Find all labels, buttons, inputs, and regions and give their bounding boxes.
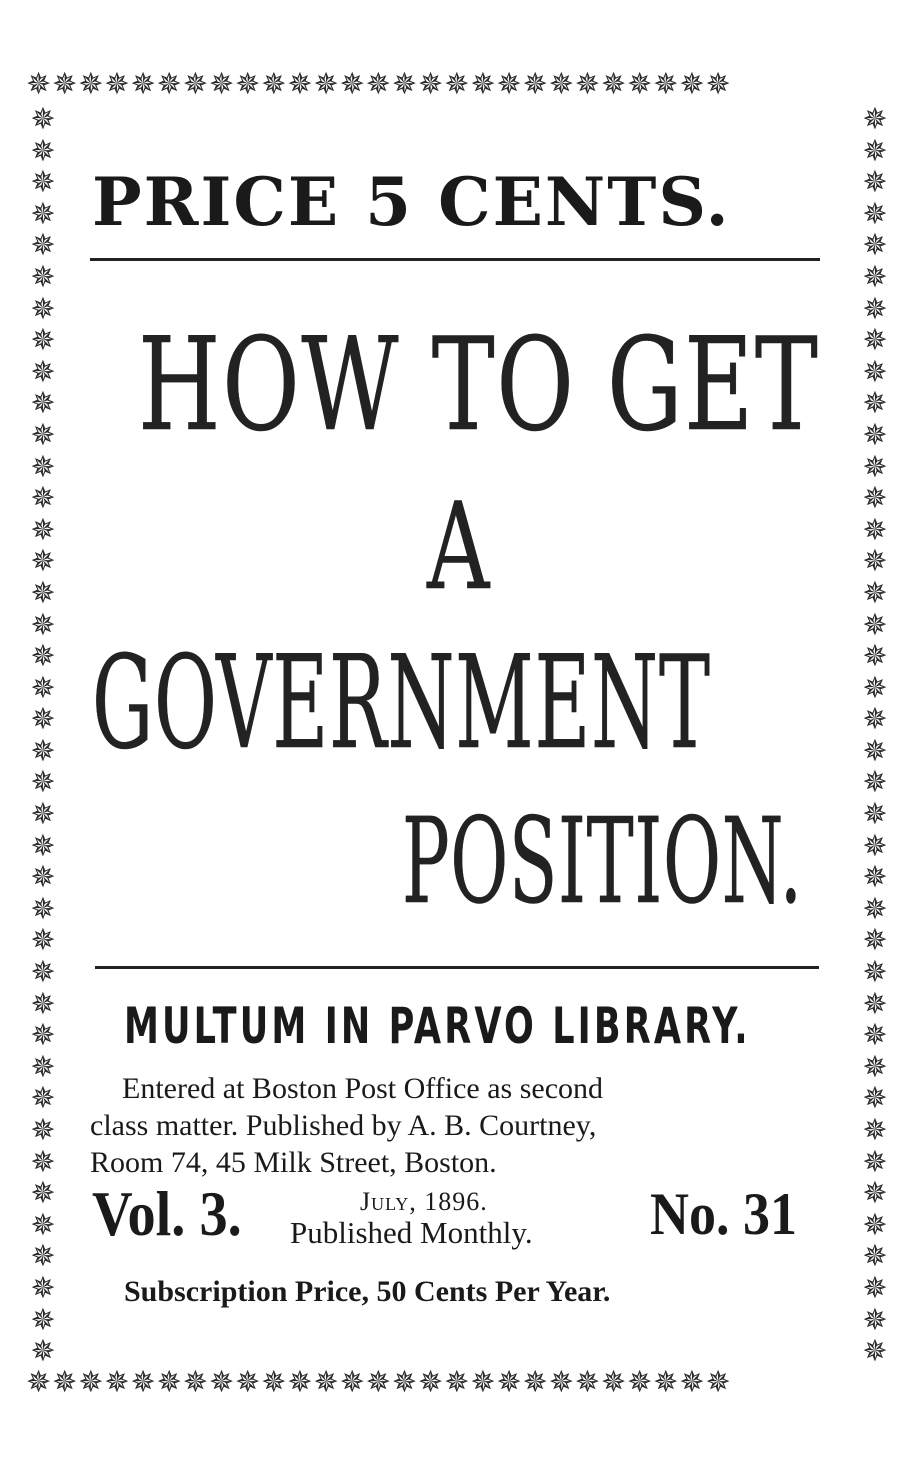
price-heading: PRICE 5 CENTS. [92,163,731,241]
star-border-left: ✵✵✵✵✵✵✵✵✵✵✵✵✵✵✵✵✵✵✵✵✵✵✵✵✵✵✵✵✵✵✵✵✵✵✵✵✵✵✵✵ [30,104,56,1368]
publication-notice [90,1070,820,1181]
notice-line-3: Room 74, 45 Milk Street, Boston. [90,1146,497,1179]
title-line-4: POSITION. [402,792,803,930]
star-border-right: ✵✵✵✵✵✵✵✵✵✵✵✵✵✵✵✵✵✵✵✵✵✵✵✵✵✵✵✵✵✵✵✵✵✵✵✵✵✵✵✵ [862,104,888,1368]
subscription-price: Subscription Price, 50 Cents Per Year. [124,1275,611,1308]
star-border-top: ✵✵✵✵✵✵✵✵✵✵✵✵✵✵✵✵✵✵✵✵✵✵✵✵✵✵✵ [26,70,732,102]
issue-number: No. 31 [650,1181,798,1247]
notice-line-1: Entered at Boston Post Office as second [122,1072,604,1105]
star-border-bottom: ✵✵✵✵✵✵✵✵✵✵✵✵✵✵✵✵✵✵✵✵✵✵✵✵✵✵✵ [26,1368,732,1400]
title-line-2: A [427,478,490,617]
title-line-1: HOW TO GET [138,311,820,460]
top-divider [90,258,820,261]
issue-date: July, 1896. [360,1187,488,1216]
library-name: MULTUM IN PARVO LIBRARY. [124,997,751,1055]
middle-divider [95,966,819,969]
notice-line-2: class matter. Published by A. B. Courtney, [90,1109,597,1142]
frequency-label: Published Monthly. [290,1215,533,1250]
title-line-3: GOVERNMENT [92,629,711,778]
volume-label: Vol. 3. [92,1178,242,1249]
